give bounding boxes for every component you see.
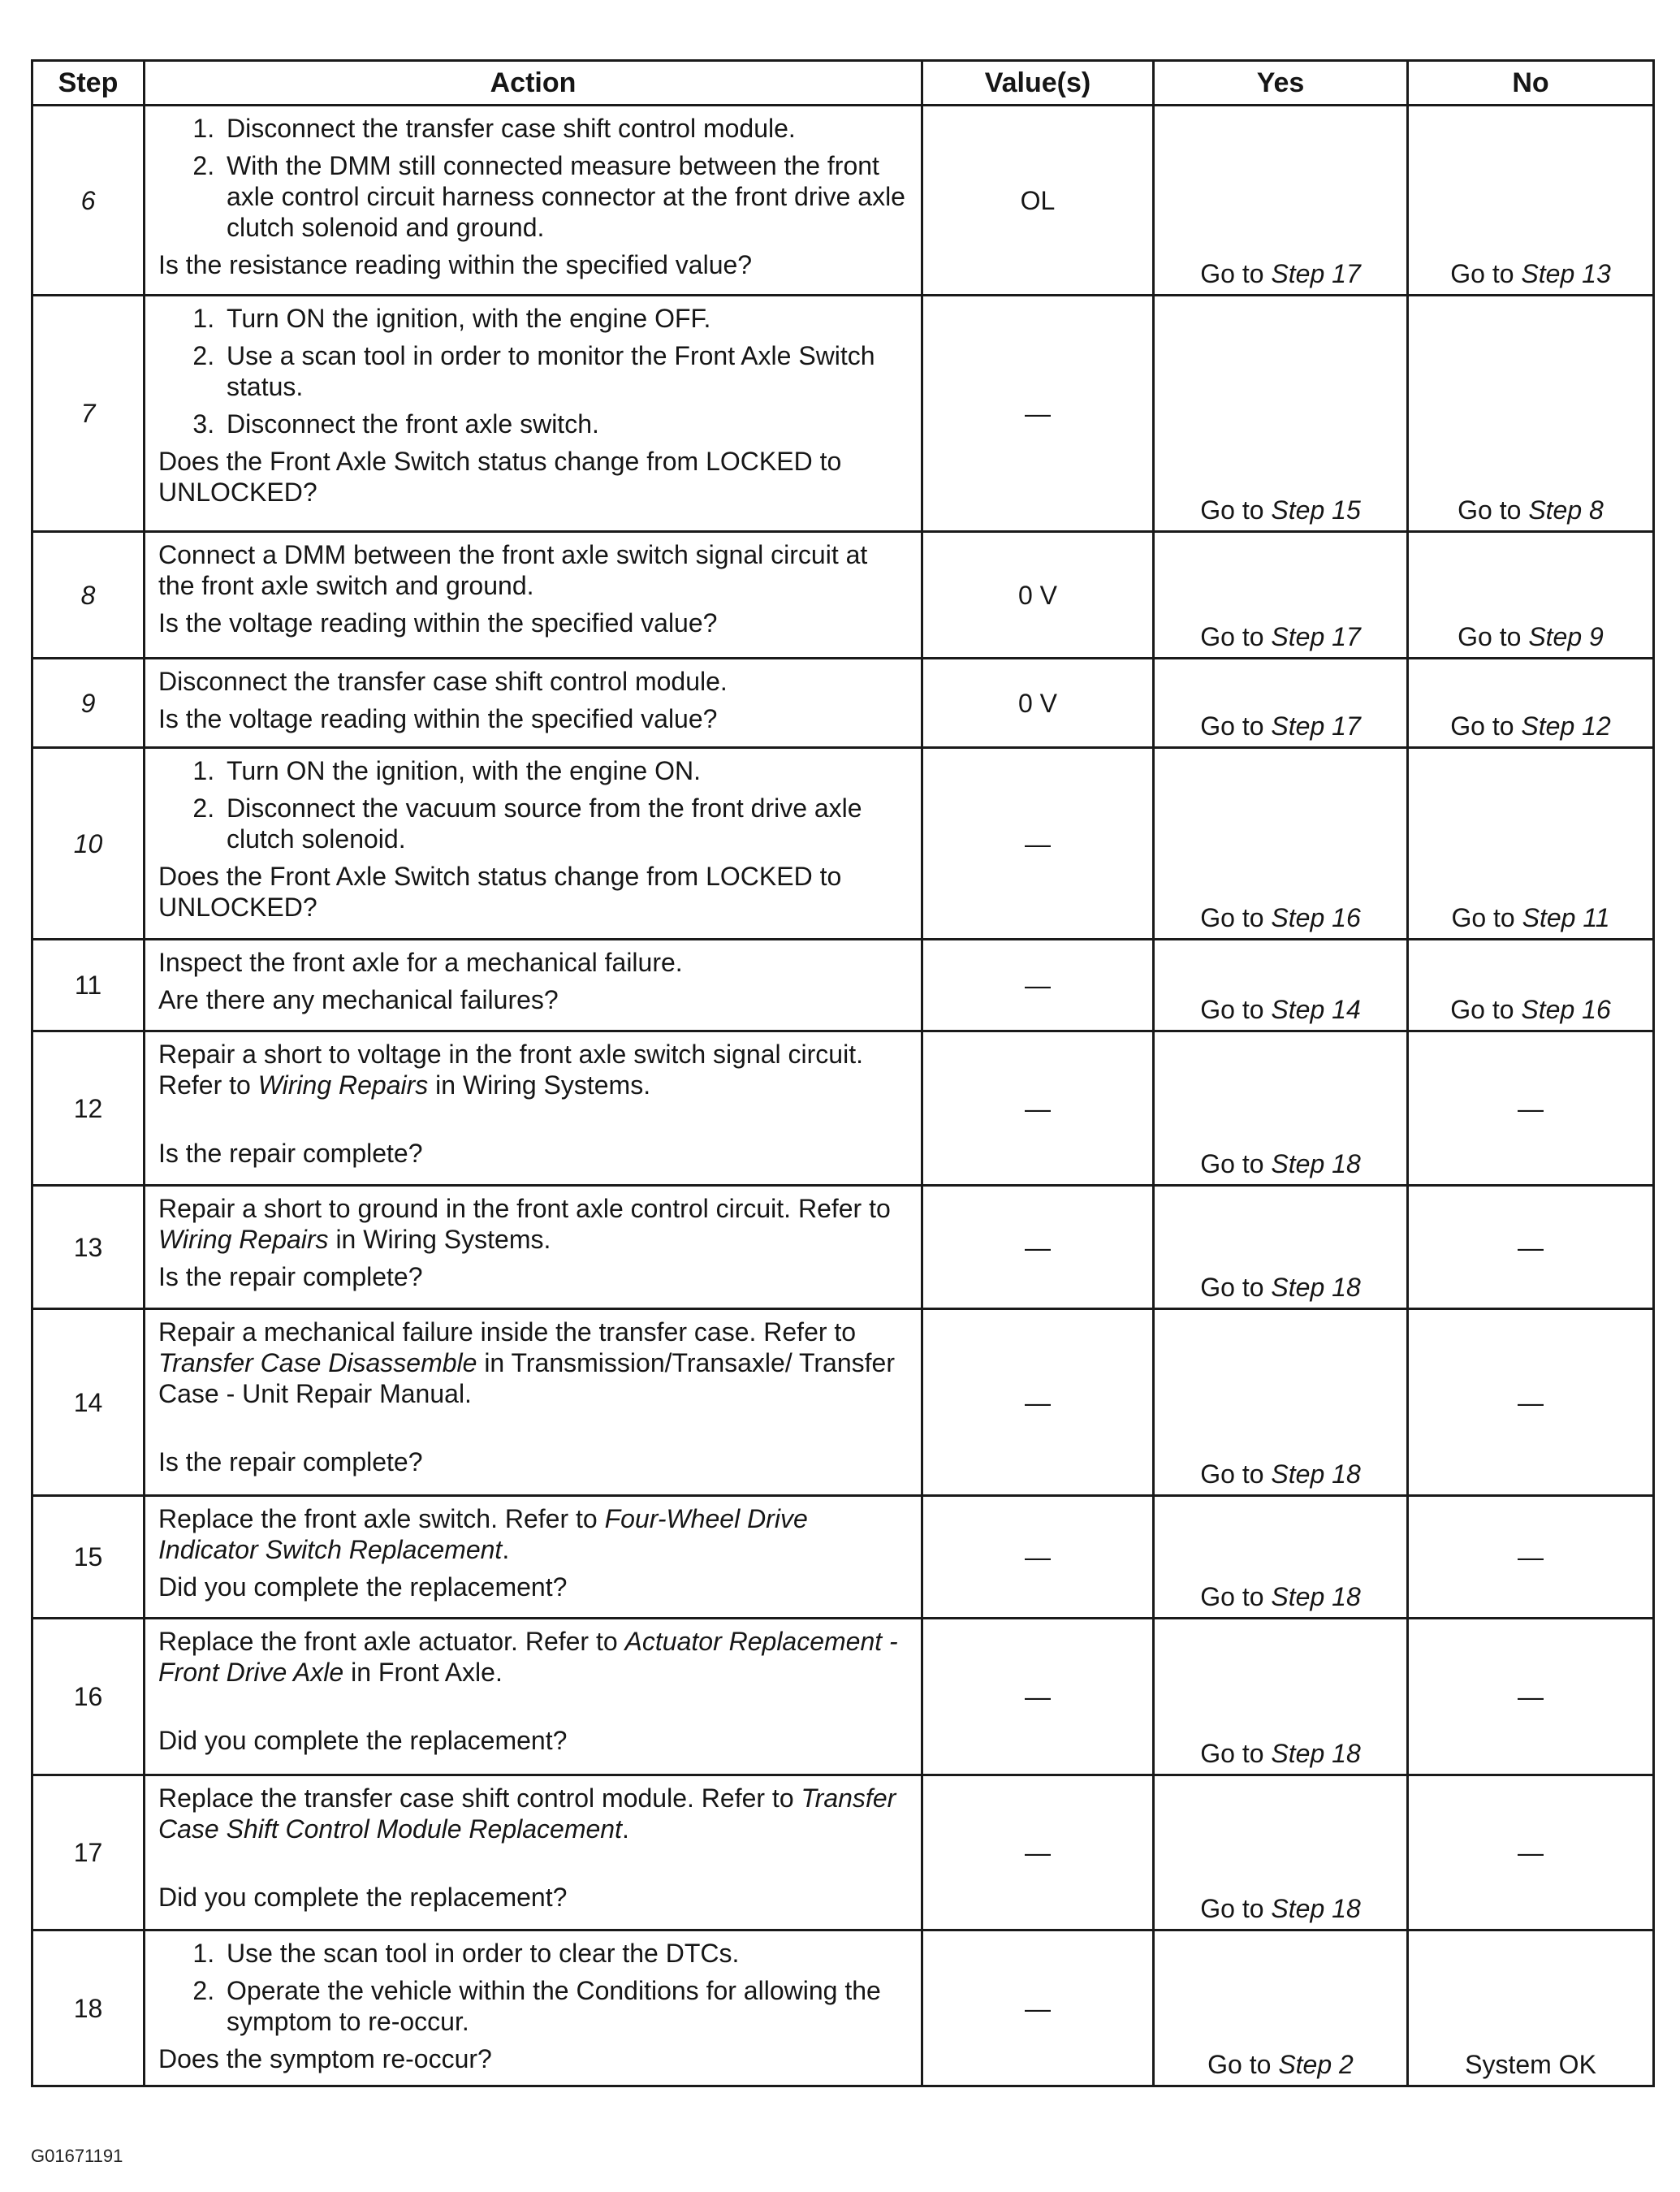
action-text-part: Replace the transfer case shift control module. Refer to bbox=[158, 1783, 801, 1813]
action-item: 1. Turn ON the ignition, with the engine OFF. bbox=[222, 303, 906, 334]
goto-step: Step 12 bbox=[1521, 711, 1611, 741]
no-cell: — bbox=[1408, 1619, 1654, 1775]
table-row bbox=[32, 940, 1654, 1031]
goto-text: Go to bbox=[1200, 1582, 1264, 1611]
action-item: 1. Disconnect the transfer case shift control module. bbox=[222, 113, 906, 144]
no-cell: — bbox=[1408, 1186, 1654, 1309]
action-cell bbox=[145, 1496, 922, 1619]
action-question: Is the resistance reading within the specified value? bbox=[158, 250, 753, 279]
action-text: Disconnect the transfer case shift control module. bbox=[158, 667, 728, 696]
goto-text: Go to bbox=[1458, 495, 1522, 525]
yes-cell bbox=[1154, 748, 1408, 940]
action-cell bbox=[145, 1309, 922, 1496]
action-list bbox=[158, 303, 906, 439]
goto-text: Go to bbox=[1200, 1459, 1264, 1489]
step-number: 13 bbox=[32, 1186, 145, 1309]
goto-step: Step 17 bbox=[1271, 711, 1361, 741]
action-list bbox=[158, 755, 906, 854]
action-text-part: Repair a short to voltage in the front axle switch signal circuit. Refer to bbox=[158, 1040, 863, 1100]
action-question: Did you complete the replacement? bbox=[158, 1883, 568, 1912]
action-cell bbox=[145, 532, 922, 659]
action-item: 2. Use a scan tool in order to monitor the Front Axle Switch status. bbox=[222, 340, 906, 402]
action-text-part: Repair a mechanical failure inside the transfer case. Refer to bbox=[158, 1317, 857, 1347]
value-cell: — bbox=[922, 296, 1154, 532]
diagnostic-table bbox=[31, 59, 1655, 2087]
action-text-part: . bbox=[502, 1535, 510, 1564]
table-row bbox=[32, 1186, 1654, 1309]
table-row bbox=[32, 532, 1654, 659]
action-item: 1. Turn ON the ignition, with the engine ON. bbox=[222, 755, 906, 786]
step-number: 12 bbox=[32, 1031, 145, 1186]
goto-text: Go to bbox=[1458, 622, 1522, 651]
reference-link-text: Wiring Repairs bbox=[158, 1225, 329, 1254]
table-row bbox=[32, 1031, 1654, 1186]
value-cell: — bbox=[922, 1031, 1154, 1186]
goto-step: Step 18 bbox=[1271, 1739, 1361, 1768]
action-text-part: Replace the front axle switch. Refer to bbox=[158, 1504, 605, 1533]
action-cell bbox=[145, 106, 922, 296]
no-cell bbox=[1408, 106, 1654, 296]
table-row bbox=[32, 1619, 1654, 1775]
goto-step: Step 8 bbox=[1528, 495, 1604, 525]
action-question: Does the Front Axle Switch status change from LOCKED to UNLOCKED? bbox=[158, 862, 842, 922]
goto-step: Step 18 bbox=[1271, 1459, 1361, 1489]
table-row bbox=[32, 1496, 1654, 1619]
action-text: Inspect the front axle for a mechanical failure. bbox=[158, 948, 683, 977]
reference-link-text: Transfer Case Shift Control Module Replacement bbox=[158, 1783, 896, 1844]
value-cell: — bbox=[922, 1186, 1154, 1309]
table-row bbox=[32, 1309, 1654, 1496]
step-number: 8 bbox=[32, 532, 145, 659]
step-number: 9 bbox=[32, 659, 145, 748]
action-text-part: in Wiring Systems. bbox=[428, 1070, 651, 1100]
value-cell: OL bbox=[922, 106, 1154, 296]
yes-cell bbox=[1154, 106, 1408, 296]
goto-step: Step 18 bbox=[1271, 1894, 1361, 1923]
action-cell bbox=[145, 659, 922, 748]
action-cell bbox=[145, 748, 922, 940]
action-text-part: in Transmission/Transaxle/ Transfer Case - Unit Repair Manual. bbox=[158, 1348, 895, 1408]
goto-step: Step 17 bbox=[1271, 259, 1361, 288]
goto-step: Step 15 bbox=[1271, 495, 1361, 525]
action-item: 2. With the DMM still connected measure between the front axle control circuit harness connector at the front drive axle clutch solenoid and ground. bbox=[222, 150, 906, 243]
table-row bbox=[32, 106, 1654, 296]
table-row bbox=[32, 748, 1654, 940]
action-question: Did you complete the replacement? bbox=[158, 1572, 568, 1602]
header-row bbox=[32, 61, 1654, 106]
action-question: Is the voltage reading within the specified value? bbox=[158, 608, 718, 638]
goto-step: Step 18 bbox=[1271, 1149, 1361, 1178]
action-question: Does the symptom re-occur? bbox=[158, 2044, 492, 2073]
goto-text: Go to bbox=[1450, 995, 1514, 1024]
action-cell bbox=[145, 1031, 922, 1186]
action-item: 2. Operate the vehicle within the Conditions for allowing the symptom to re-occur. bbox=[222, 1975, 906, 2037]
yes-cell bbox=[1154, 940, 1408, 1031]
yes-cell bbox=[1154, 1775, 1408, 1930]
yes-cell bbox=[1154, 1031, 1408, 1186]
action-text-part: Repair a short to ground in the front axle control circuit. Refer to bbox=[158, 1194, 891, 1223]
goto-text: Go to bbox=[1200, 711, 1264, 741]
table-row bbox=[32, 659, 1654, 748]
goto-text: Go to bbox=[1200, 1273, 1264, 1302]
goto-step: Step 13 bbox=[1521, 259, 1611, 288]
value-cell: — bbox=[922, 1309, 1154, 1496]
step-number: 10 bbox=[32, 748, 145, 940]
action-cell bbox=[145, 296, 922, 532]
action-text bbox=[158, 1783, 906, 1844]
goto-step: Step 14 bbox=[1271, 995, 1361, 1024]
action-cell bbox=[145, 1186, 922, 1309]
goto-step: Step 16 bbox=[1521, 995, 1611, 1024]
action-cell bbox=[145, 1775, 922, 1930]
goto-text: Go to bbox=[1450, 711, 1514, 741]
header-no: No bbox=[1408, 61, 1654, 106]
reference-link-text: Actuator Replacement - Front Drive Axle bbox=[158, 1627, 898, 1687]
value-cell: — bbox=[922, 1930, 1154, 2086]
goto-step: Step 9 bbox=[1528, 622, 1604, 651]
yes-cell bbox=[1154, 1930, 1408, 2086]
action-cell bbox=[145, 940, 922, 1031]
goto-step: Step 2 bbox=[1278, 2050, 1354, 2079]
value-cell: 0 V bbox=[922, 532, 1154, 659]
goto-step: Step 18 bbox=[1271, 1582, 1361, 1611]
goto-text: Go to bbox=[1200, 995, 1264, 1024]
yes-cell bbox=[1154, 1496, 1408, 1619]
value-cell: — bbox=[922, 940, 1154, 1031]
value-cell: 0 V bbox=[922, 659, 1154, 748]
action-question: Is the voltage reading within the specified value? bbox=[158, 704, 718, 733]
yes-cell bbox=[1154, 532, 1408, 659]
yes-cell bbox=[1154, 1186, 1408, 1309]
no-cell bbox=[1408, 532, 1654, 659]
action-text bbox=[158, 1039, 906, 1100]
value-cell: — bbox=[922, 1496, 1154, 1619]
no-cell bbox=[1408, 659, 1654, 748]
action-text bbox=[158, 1193, 906, 1255]
diagnostic-table-container bbox=[31, 59, 1652, 2087]
action-text bbox=[158, 1503, 906, 1565]
action-item: 1. Use the scan tool in order to clear the DTCs. bbox=[222, 1938, 906, 1969]
reference-link-text: Four-Wheel Drive Indicator Switch Replacement bbox=[158, 1504, 808, 1564]
table-row bbox=[32, 296, 1654, 532]
table-row bbox=[32, 1775, 1654, 1930]
yes-cell bbox=[1154, 1619, 1408, 1775]
header-yes: Yes bbox=[1154, 61, 1408, 106]
action-text bbox=[158, 1626, 906, 1688]
reference-link-text: Transfer Case Disassemble bbox=[158, 1348, 477, 1377]
action-question: Did you complete the replacement? bbox=[158, 1726, 568, 1755]
table-row bbox=[32, 1930, 1654, 2086]
action-question: Is the repair complete? bbox=[158, 1447, 423, 1476]
step-number: 14 bbox=[32, 1309, 145, 1496]
header-step: Step bbox=[32, 61, 145, 106]
step-number: 6 bbox=[32, 106, 145, 296]
value-cell: — bbox=[922, 1619, 1154, 1775]
action-text-part: . bbox=[621, 1814, 629, 1844]
goto-text: Go to bbox=[1207, 2050, 1272, 2079]
no-cell bbox=[1408, 296, 1654, 532]
yes-cell bbox=[1154, 1309, 1408, 1496]
value-cell: — bbox=[922, 748, 1154, 940]
goto-step: Step 11 bbox=[1522, 903, 1610, 932]
goto-text: Go to bbox=[1451, 903, 1515, 932]
no-cell bbox=[1408, 940, 1654, 1031]
action-text: Connect a DMM between the front axle switch signal circuit at the front axle switch and ground. bbox=[158, 540, 868, 600]
action-text-part: Replace the front axle actuator. Refer to bbox=[158, 1627, 625, 1656]
action-question: Is the repair complete? bbox=[158, 1139, 423, 1168]
step-number: 16 bbox=[32, 1619, 145, 1775]
value-cell: — bbox=[922, 1775, 1154, 1930]
reference-link-text: Wiring Repairs bbox=[257, 1070, 429, 1100]
step-number: 15 bbox=[32, 1496, 145, 1619]
goto-text: Go to bbox=[1200, 622, 1264, 651]
goto-text: Go to bbox=[1200, 259, 1264, 288]
no-cell bbox=[1408, 748, 1654, 940]
step-number: 18 bbox=[32, 1930, 145, 2086]
goto-step: Step 18 bbox=[1271, 1273, 1361, 1302]
goto-step: Step 17 bbox=[1271, 622, 1361, 651]
step-number: 17 bbox=[32, 1775, 145, 1930]
action-cell bbox=[145, 1930, 922, 2086]
figure-code: G01671191 bbox=[31, 2146, 123, 2166]
action-list bbox=[158, 113, 906, 243]
no-cell: — bbox=[1408, 1309, 1654, 1496]
action-item: 2. Disconnect the vacuum source from the front drive axle clutch solenoid. bbox=[222, 793, 906, 854]
header-values: Value(s) bbox=[922, 61, 1154, 106]
no-cell: — bbox=[1408, 1031, 1654, 1186]
action-item: 3. Disconnect the front axle switch. bbox=[222, 409, 906, 439]
no-cell: System OK bbox=[1408, 1930, 1654, 2086]
goto-text: Go to bbox=[1200, 1894, 1264, 1923]
yes-cell bbox=[1154, 659, 1408, 748]
action-question: Does the Front Axle Switch status change from LOCKED to UNLOCKED? bbox=[158, 447, 842, 507]
header-action: Action bbox=[145, 61, 922, 106]
no-cell: — bbox=[1408, 1775, 1654, 1930]
no-cell: — bbox=[1408, 1496, 1654, 1619]
goto-step: Step 16 bbox=[1271, 903, 1361, 932]
goto-text: Go to bbox=[1200, 495, 1264, 525]
goto-text: Go to bbox=[1200, 1149, 1264, 1178]
action-cell bbox=[145, 1619, 922, 1775]
action-text-part: in Front Axle. bbox=[343, 1658, 503, 1687]
action-list bbox=[158, 1938, 906, 2037]
action-question: Is the repair complete? bbox=[158, 1262, 423, 1291]
goto-text: Go to bbox=[1200, 903, 1264, 932]
goto-text: Go to bbox=[1450, 259, 1514, 288]
step-number: 7 bbox=[32, 296, 145, 532]
yes-cell bbox=[1154, 296, 1408, 532]
goto-text: Go to bbox=[1200, 1739, 1264, 1768]
action-text-part: in Wiring Systems. bbox=[328, 1225, 551, 1254]
action-text bbox=[158, 1316, 906, 1409]
action-question: Are there any mechanical failures? bbox=[158, 985, 559, 1014]
step-number: 11 bbox=[32, 940, 145, 1031]
